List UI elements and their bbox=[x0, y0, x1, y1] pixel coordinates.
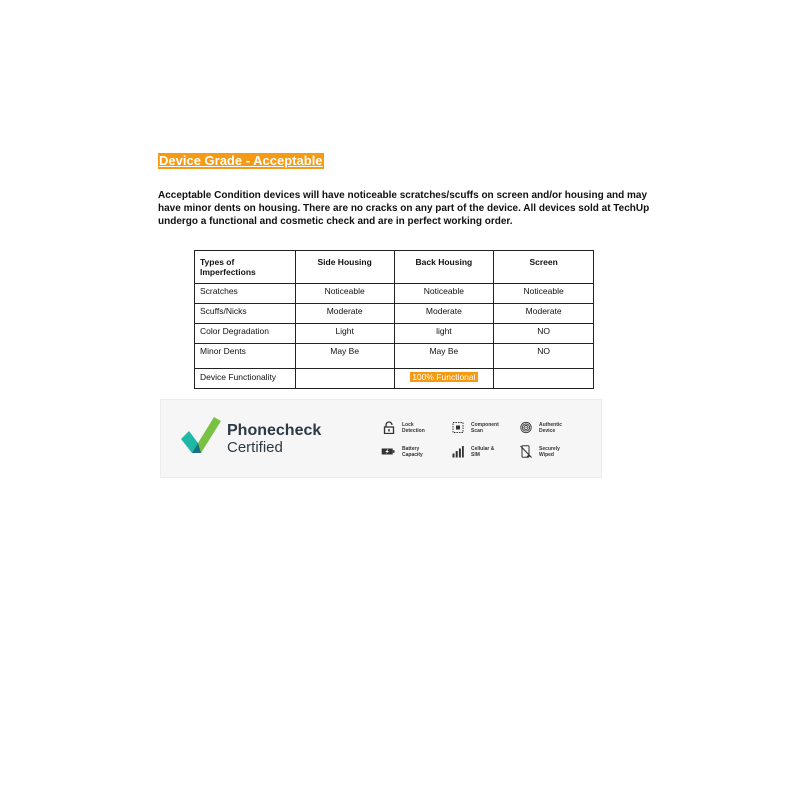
row-label: Scratches bbox=[195, 284, 296, 304]
header-screen: Screen bbox=[494, 251, 594, 284]
feature-label: Battery Capacity bbox=[402, 445, 423, 458]
cell-side: Moderate bbox=[295, 304, 394, 324]
header-back-housing: Back Housing bbox=[394, 251, 494, 284]
cell-back: Moderate bbox=[394, 304, 494, 324]
feature-securely-wiped bbox=[520, 445, 571, 458]
row-label: Minor Dents bbox=[195, 344, 296, 369]
row-label: Color Degradation bbox=[195, 324, 296, 344]
feature-label: Authentic Device bbox=[539, 421, 563, 434]
cell-side: May Be bbox=[295, 344, 394, 369]
brand-text bbox=[227, 422, 321, 456]
feature-label: Component Scan bbox=[471, 421, 499, 434]
chip-icon bbox=[452, 421, 464, 434]
cell-functionality bbox=[394, 369, 494, 389]
table-row bbox=[195, 284, 594, 304]
feature-authentic-device bbox=[520, 421, 571, 434]
cell-screen: Moderate bbox=[494, 304, 594, 324]
header-side-housing: Side Housing bbox=[295, 251, 394, 284]
brand-name: Phonecheck bbox=[227, 422, 322, 439]
feature-battery-capacity bbox=[381, 445, 434, 458]
imperfections-table bbox=[194, 250, 594, 389]
cell-back: Noticeable bbox=[394, 284, 494, 304]
cell-side: Noticeable bbox=[295, 284, 394, 304]
cell-back: May Be bbox=[394, 344, 494, 369]
cell-screen: Noticeable bbox=[494, 284, 594, 304]
feature-lock-detection bbox=[383, 421, 434, 434]
page-heading: Device Grade - Acceptable bbox=[159, 153, 323, 168]
wipe-icon bbox=[520, 445, 532, 458]
grade-description: Acceptable Condition devices will have noticeable scratches/scuffs on screen and/or housing and may have minor dents on housing. There are no cracks on any part of the device. All devices sold at TechUp undergo a functional and cosmetic check and are in perfect working order. bbox=[158, 190, 650, 227]
cell-screen: NO bbox=[494, 324, 594, 344]
brand-certified: Certified bbox=[227, 439, 283, 456]
lock-icon bbox=[383, 421, 395, 434]
table-row bbox=[195, 324, 594, 344]
cell-empty bbox=[295, 369, 394, 389]
functionality-row bbox=[195, 369, 594, 389]
fingerprint-icon bbox=[520, 421, 532, 434]
table-header-row bbox=[195, 251, 594, 284]
feature-label: Securely Wiped bbox=[539, 445, 560, 458]
row-label: Scuffs/Nicks bbox=[195, 304, 296, 324]
table-row bbox=[195, 344, 594, 369]
feature-component-scan bbox=[452, 421, 503, 434]
feature-cellular-sim bbox=[452, 445, 503, 458]
cell-side: Light bbox=[295, 324, 394, 344]
functionality-value: 100% Functional bbox=[412, 372, 476, 382]
signal-icon bbox=[452, 445, 464, 458]
cell-empty bbox=[494, 369, 594, 389]
feature-label: Cellular & SIM bbox=[471, 445, 495, 458]
phonecheck-banner bbox=[160, 399, 602, 478]
battery-icon bbox=[381, 445, 395, 458]
header-types: Types of Imperfections bbox=[195, 251, 296, 284]
cell-screen: NO bbox=[494, 344, 594, 369]
feature-label: Lock Detection bbox=[402, 421, 425, 434]
functionality-label: Device Functionality bbox=[195, 369, 296, 389]
cell-back: light bbox=[394, 324, 494, 344]
phonecheck-check-logo-icon bbox=[181, 417, 223, 455]
table-row bbox=[195, 304, 594, 324]
